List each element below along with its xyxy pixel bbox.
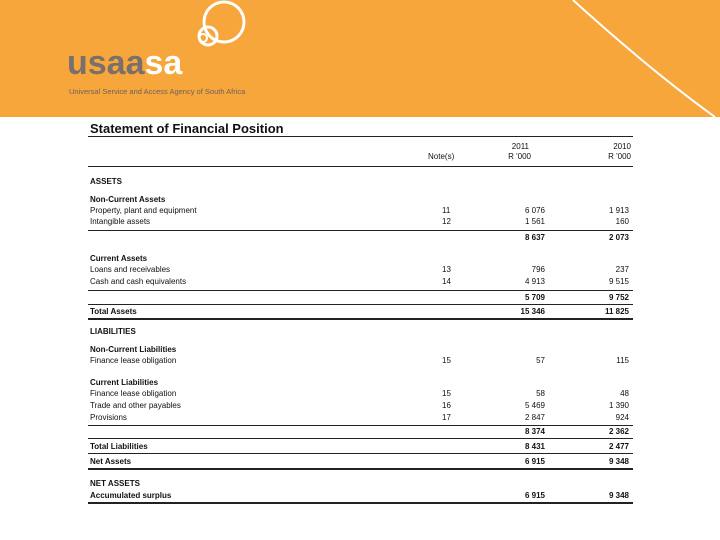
row-label: Intangible assets — [90, 217, 151, 226]
row-value-2011: 57 — [536, 356, 545, 365]
section-heading-assets — [88, 176, 633, 187]
row-label: Total Liabilities — [90, 442, 148, 451]
logo-wordmark — [67, 46, 182, 80]
column-header-2010-unit: R '000 — [608, 152, 631, 161]
row-value-2010: 160 — [615, 217, 629, 226]
logo-mark-icon — [186, 0, 256, 60]
section-heading-liabilities — [88, 326, 633, 337]
subsection-heading-label: Non-Current Assets — [90, 195, 166, 204]
subsection-heading — [88, 377, 633, 388]
column-header-2010-year: 2010 — [613, 142, 631, 151]
table-row — [88, 276, 633, 287]
subsection-heading-label: Non-Current Liabilities — [90, 345, 177, 354]
logo-wordmark-part2: sa — [144, 44, 183, 82]
row-value-2010: 237 — [615, 265, 629, 274]
logo-tagline: Universal Service and Access Agency of South Africa — [69, 87, 246, 96]
table-row — [88, 490, 633, 501]
statement-title: Statement of Financial Position — [90, 121, 284, 136]
subsection-heading-label: Current Liabilities — [90, 378, 159, 387]
row-label: Cash and cash equivalents — [90, 277, 187, 286]
column-header-2011-unit: R '000 — [508, 152, 531, 161]
row-label: Trade and other payables — [90, 401, 181, 410]
total-double-rule — [88, 318, 633, 320]
subtotal-row — [88, 292, 633, 303]
subtotal-row — [88, 232, 633, 243]
subtotal-divider — [88, 290, 633, 291]
table-row — [88, 355, 633, 366]
row-note: 15 — [442, 356, 451, 365]
row-value-2011: 6 076 — [524, 206, 545, 215]
row-value-2011: 2 847 — [524, 413, 545, 422]
table-row — [88, 400, 633, 411]
row-note: 12 — [442, 217, 451, 226]
row-note: 13 — [442, 265, 451, 274]
table-row — [88, 412, 633, 423]
column-header-divider — [88, 166, 633, 167]
row-value-2010: 9 348 — [608, 457, 629, 466]
row-value-2011: 8 431 — [524, 442, 545, 451]
row-label: Provisions — [90, 413, 127, 422]
row-value-2010: 2 362 — [608, 427, 629, 436]
row-note: 14 — [442, 277, 451, 286]
row-note: 11 — [442, 206, 451, 215]
total-double-rule — [88, 502, 633, 504]
row-label: Net Assets — [90, 457, 132, 466]
row-value-2011: 5 709 — [524, 293, 545, 302]
row-value-2010: 9 752 — [608, 293, 629, 302]
row-note: 17 — [442, 413, 451, 422]
table-row — [88, 388, 633, 399]
row-note: 16 — [442, 401, 451, 410]
total-double-rule — [88, 468, 633, 470]
row-value-2011: 6 915 — [524, 457, 545, 466]
subsection-heading-label: Current Assets — [90, 254, 148, 263]
row-value-2010: 115 — [616, 356, 629, 365]
row-value-2010: 1 390 — [608, 401, 629, 410]
row-value-2010: 1 913 — [608, 206, 629, 215]
subsection-heading — [88, 344, 633, 355]
row-value-2011: 796 — [531, 265, 545, 274]
row-value-2011: 8 374 — [524, 427, 545, 436]
row-value-2010: 2 477 — [608, 442, 629, 451]
section-heading-label: LIABILITIES — [90, 327, 136, 336]
subsection-heading — [88, 194, 633, 205]
row-value-2010: 9 348 — [608, 491, 629, 500]
row-value-2011: 5 469 — [524, 401, 545, 410]
row-value-2010: 9 515 — [608, 277, 629, 286]
row-value-2010: 48 — [620, 389, 629, 398]
column-header-note: Note(s) — [428, 152, 455, 161]
header-banner — [0, 0, 720, 117]
row-label: Property, plant and equipment — [90, 206, 197, 215]
title-divider — [88, 136, 633, 137]
subsection-heading — [88, 253, 633, 264]
row-value-2010: 924 — [615, 413, 629, 422]
table-row — [88, 264, 633, 275]
total-liabilities-row — [88, 441, 633, 452]
row-value-2011: 1 561 — [524, 217, 545, 226]
section-heading-net-assets — [88, 478, 633, 489]
subtotal-divider — [88, 230, 633, 231]
column-header-2011-year: 2011 — [511, 142, 529, 151]
row-label: Total Assets — [90, 307, 137, 316]
section-heading-label: NET ASSETS — [90, 479, 140, 488]
logo-wordmark-part1: usaa — [67, 44, 145, 82]
row-value-2011: 8 637 — [524, 233, 545, 242]
total-divider — [88, 304, 633, 305]
subtotal-row — [88, 426, 633, 437]
row-value-2010: 2 073 — [608, 233, 629, 242]
row-value-2011: 15 346 — [520, 307, 545, 316]
financial-statement — [88, 120, 633, 520]
decorative-curve — [555, 0, 720, 117]
section-heading-label: ASSETS — [90, 177, 123, 186]
row-label: Loans and receivables — [90, 265, 171, 274]
table-row — [88, 216, 633, 227]
row-value-2010: 11 825 — [604, 307, 629, 316]
table-row — [88, 205, 633, 216]
row-note: 15 — [442, 389, 451, 398]
total-assets-row — [88, 306, 633, 317]
row-label: Finance lease obligation — [90, 389, 177, 398]
row-value-2011: 4 913 — [524, 277, 545, 286]
row-label: Accumulated surplus — [90, 491, 172, 500]
total-divider — [88, 438, 633, 439]
net-assets-row — [88, 456, 633, 467]
total-divider — [88, 453, 633, 454]
row-label: Finance lease obligation — [90, 356, 177, 365]
row-value-2011: 58 — [536, 389, 545, 398]
row-value-2011: 6 915 — [524, 491, 545, 500]
